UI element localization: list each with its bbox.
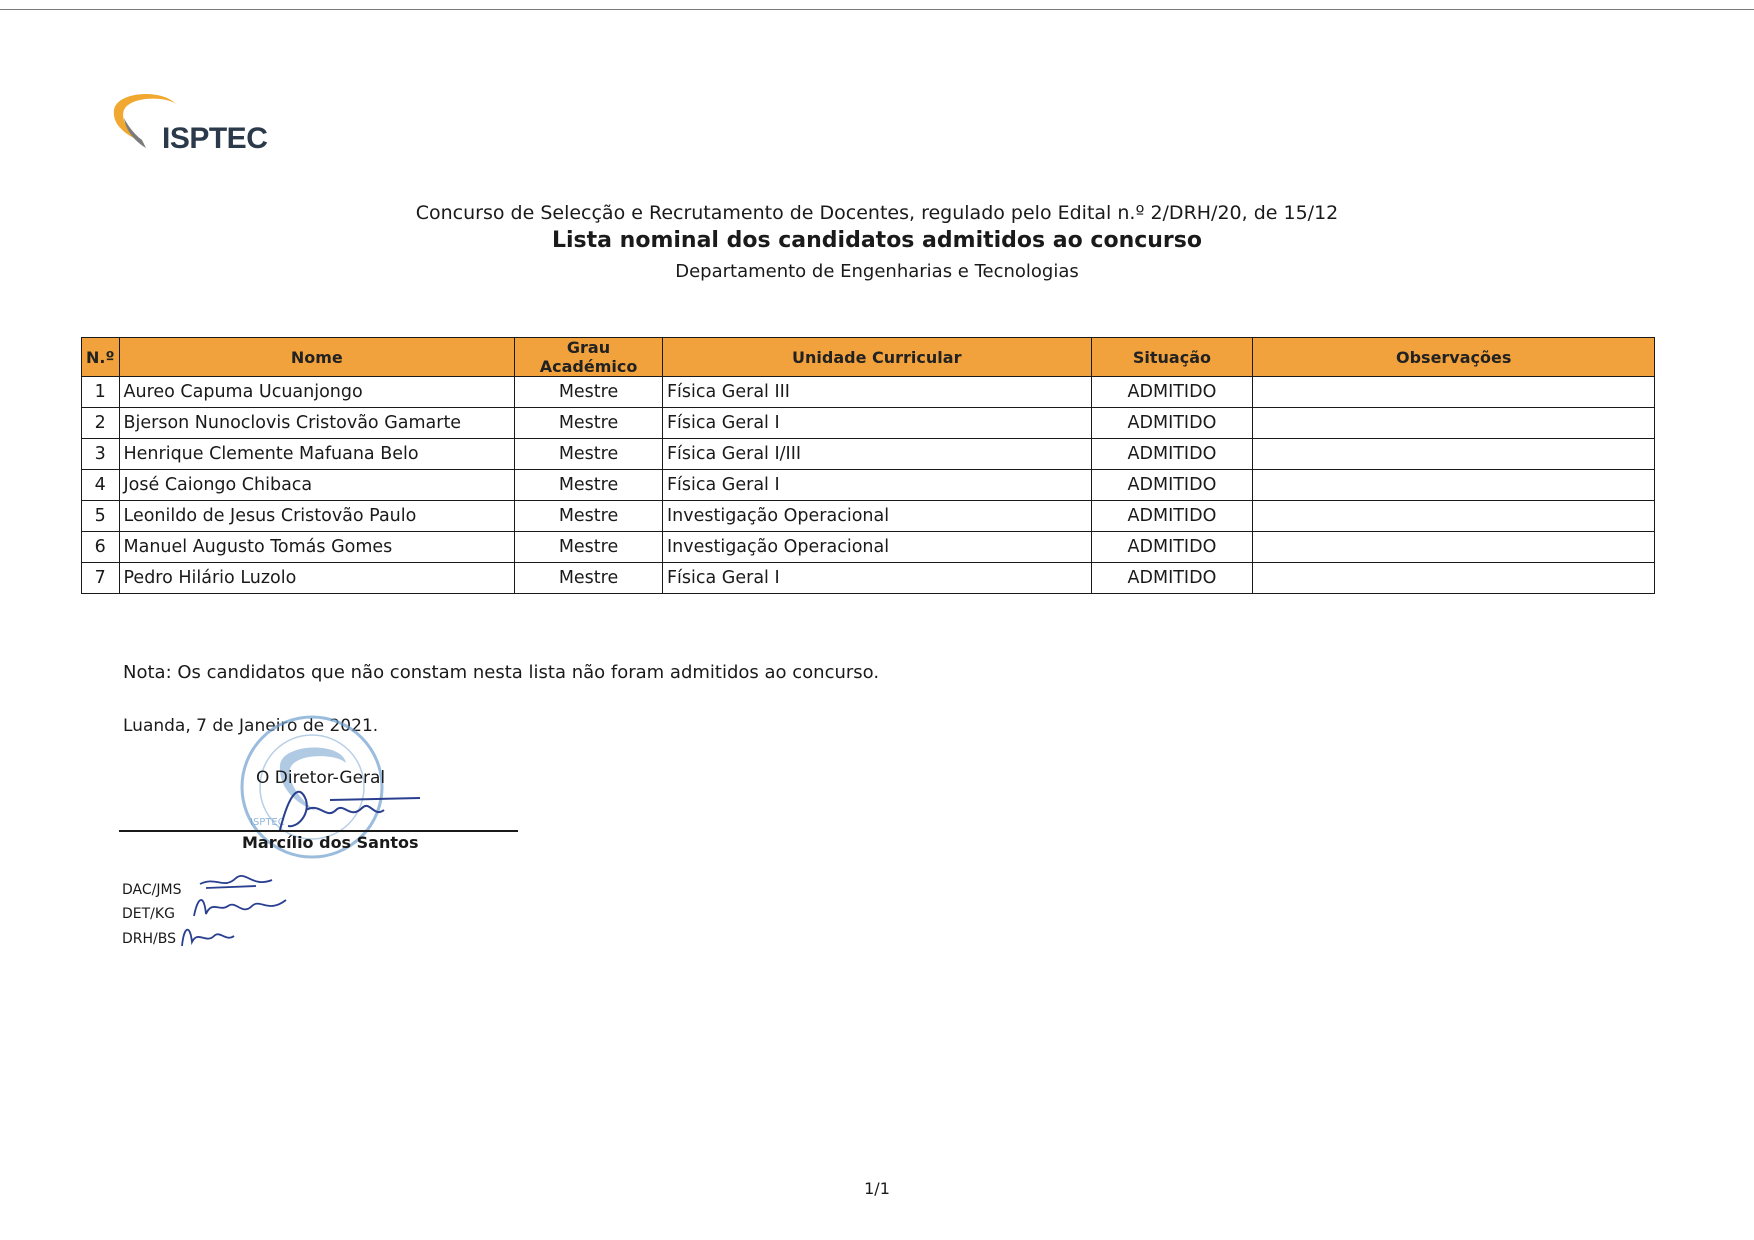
- status: ADMITIDO: [1091, 501, 1253, 532]
- row-number: 4: [82, 470, 120, 501]
- course-unit: Investigação Operacional: [662, 532, 1091, 563]
- admission-note: Nota: Os candidatos que não constam nesta lista não foram admitidos ao concurso.: [123, 662, 880, 683]
- table-header-row: [82, 338, 1655, 377]
- column-header-degree: Grau Académico: [515, 338, 663, 377]
- candidates-table: [81, 337, 1655, 594]
- status: ADMITIDO: [1091, 470, 1253, 501]
- row-number: 6: [82, 532, 120, 563]
- status: ADMITIDO: [1091, 408, 1253, 439]
- candidate-name: Henrique Clemente Mafuana Belo: [119, 439, 515, 470]
- table-row: [82, 501, 1655, 532]
- candidate-name: José Caiongo Chibaca: [119, 470, 515, 501]
- academic-degree: Mestre: [515, 501, 663, 532]
- candidate-name: Bjerson Nunoclovis Cristovão Gamarte: [119, 408, 515, 439]
- svg-text:ISPTEC: ISPTEC: [250, 817, 285, 828]
- row-number: 3: [82, 439, 120, 470]
- observations: [1253, 470, 1655, 501]
- course-unit: Investigação Operacional: [662, 501, 1091, 532]
- logo-wordmark: ISPTEC: [162, 122, 268, 155]
- course-unit: Física Geral I: [662, 408, 1091, 439]
- rubric-det: [190, 890, 290, 924]
- course-unit: Física Geral I: [662, 563, 1091, 594]
- observations: [1253, 501, 1655, 532]
- academic-degree: Mestre: [515, 470, 663, 501]
- course-unit: Física Geral I/III: [662, 439, 1091, 470]
- column-header-course-unit: Unidade Curricular: [662, 338, 1091, 377]
- initials-dac: DAC/JMS: [122, 882, 182, 898]
- academic-degree: Mestre: [515, 563, 663, 594]
- candidate-name: Aureo Capuma Ucuanjongo: [119, 377, 515, 408]
- row-number: 7: [82, 563, 120, 594]
- status: ADMITIDO: [1091, 563, 1253, 594]
- observations: [1253, 377, 1655, 408]
- status: ADMITIDO: [1091, 439, 1253, 470]
- observations: [1253, 439, 1655, 470]
- document-subtitle: Concurso de Selecção e Recrutamento de Docentes, regulado pelo Edital n.º 2/DRH/20, de 15/12: [415, 202, 1339, 224]
- row-number: 1: [82, 377, 120, 408]
- table-row: [82, 563, 1655, 594]
- rubric-drh: [178, 922, 238, 952]
- academic-degree: Mestre: [515, 439, 663, 470]
- candidate-name: Manuel Augusto Tomás Gomes: [119, 532, 515, 563]
- initials-drh: DRH/BS: [122, 931, 176, 947]
- table-row: [82, 470, 1655, 501]
- candidate-name: Leonildo de Jesus Cristovão Paulo: [119, 501, 515, 532]
- academic-degree: Mestre: [515, 377, 663, 408]
- page-number: 1/1: [864, 1179, 890, 1198]
- director-name: Marcílio dos Santos: [242, 833, 419, 852]
- document-date: Luanda, 7 de Janeiro de 2021.: [123, 716, 379, 736]
- table-row: [82, 377, 1655, 408]
- academic-degree: Mestre: [515, 408, 663, 439]
- row-number: 5: [82, 501, 120, 532]
- course-unit: Física Geral I: [662, 470, 1091, 501]
- course-unit: Física Geral III: [662, 377, 1091, 408]
- table-row: [82, 439, 1655, 470]
- status: ADMITIDO: [1091, 532, 1253, 563]
- candidate-name: Pedro Hilário Luzolo: [119, 563, 515, 594]
- row-number: 2: [82, 408, 120, 439]
- department-name: Departamento de Engenharias e Tecnologias: [675, 261, 1079, 282]
- director-title: O Diretor-Geral: [256, 768, 386, 788]
- academic-degree: Mestre: [515, 532, 663, 563]
- table-row: [82, 408, 1655, 439]
- table-row: [82, 532, 1655, 563]
- scan-border-line: [0, 9, 1754, 10]
- signature-line: [119, 830, 518, 832]
- column-header-status: Situação: [1091, 338, 1253, 377]
- status: ADMITIDO: [1091, 377, 1253, 408]
- initials-det: DET/KG: [122, 906, 175, 922]
- column-header-number: N.º: [82, 338, 120, 377]
- observations: [1253, 532, 1655, 563]
- column-header-name: Nome: [119, 338, 515, 377]
- column-header-observations: Observações: [1253, 338, 1655, 377]
- observations: [1253, 408, 1655, 439]
- document-title: Lista nominal dos candidatos admitidos ao concurso: [552, 228, 1202, 253]
- observations: [1253, 563, 1655, 594]
